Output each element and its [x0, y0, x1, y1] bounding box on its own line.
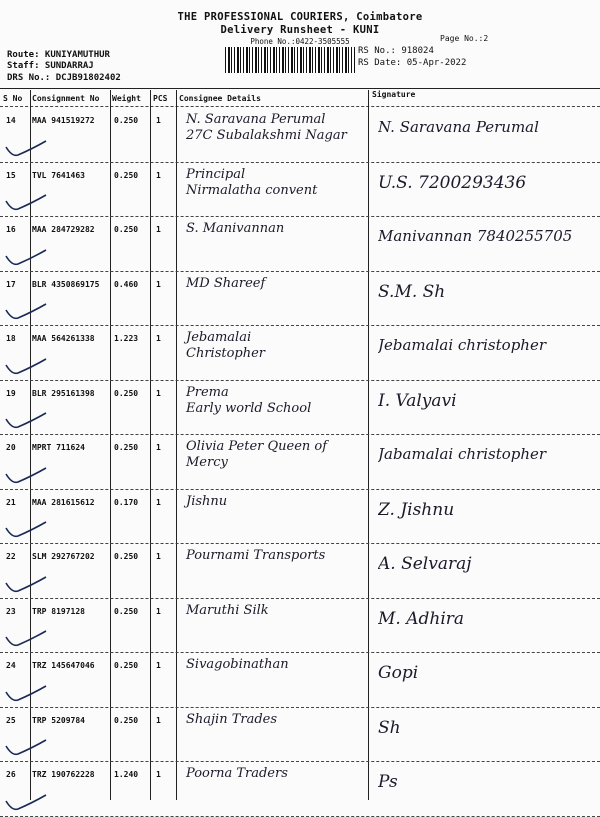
- col-header-signature: Signature: [372, 90, 416, 99]
- check-mark-icon: [4, 193, 48, 213]
- check-mark-icon: [4, 466, 48, 486]
- row-signature: N. Saravana Perumal: [378, 118, 539, 136]
- row-pcs: 1: [156, 497, 161, 507]
- row-consignment: MAA 284729282: [32, 225, 95, 234]
- row-weight: 1.240: [114, 770, 139, 779]
- row-consignee: MD Shareef: [186, 275, 266, 291]
- row-signature: U.S. 7200293436: [378, 172, 527, 193]
- row-consignee: Poorna Traders: [186, 766, 288, 781]
- table-top-border: [0, 88, 600, 89]
- row-consignee: N. Saravana Perumal 27C Subalakshmi Nagar: [186, 112, 347, 143]
- row-weight: 0.250: [114, 170, 139, 180]
- row-signature: A. Selvaraj: [378, 554, 472, 574]
- row-consignee: Principal Nirmalatha convent: [186, 166, 318, 198]
- col-header-consignment: Consignment No: [32, 94, 100, 103]
- row-consignee: Sivagobinathan: [186, 657, 289, 672]
- row-weight: 0.250: [114, 606, 139, 616]
- row-sno: 21: [6, 497, 16, 507]
- row-sno: 18: [6, 334, 16, 343]
- row-weight: 0.460: [114, 279, 139, 289]
- route: Route: KUNIYAMUTHUR: [7, 50, 110, 60]
- row-signature: Z. Jishnu: [378, 499, 455, 520]
- row-weight: 0.250: [114, 225, 139, 234]
- check-mark-icon: [4, 793, 48, 813]
- row-sno: 26: [6, 770, 16, 779]
- check-mark-icon: [4, 302, 48, 322]
- row-consignee: Shajin Trades: [186, 711, 278, 727]
- company-title: THE PROFESSIONAL COURIERS, Coimbatore: [177, 11, 423, 23]
- table-row: [0, 163, 600, 218]
- row-sno: 20: [6, 443, 16, 452]
- row-sno: 23: [6, 606, 16, 616]
- row-signature: Ps: [378, 772, 398, 792]
- row-sno: 19: [6, 388, 16, 398]
- row-signature: Sh: [378, 717, 401, 738]
- row-pcs: 1: [156, 661, 161, 670]
- row-signature: I. Valyavi: [378, 390, 457, 411]
- row-weight: 1.223: [114, 334, 139, 343]
- check-mark-icon: [4, 629, 48, 649]
- check-mark-icon: [4, 738, 48, 758]
- row-sno: 16: [6, 225, 16, 234]
- row-pcs: 1: [156, 170, 161, 180]
- row-consignment: TVL 7641463: [32, 170, 85, 180]
- row-pcs: 1: [156, 606, 161, 616]
- col-header-consignee: Consignee Details: [179, 94, 261, 103]
- row-signature: Jebamalai christopher: [378, 336, 547, 354]
- row-consignee: S. Manivannan: [186, 221, 285, 236]
- row-consignment: BLR 295161398: [32, 388, 95, 398]
- phone-number: Phone No.:0422-3505555: [250, 37, 350, 46]
- col-header-sno: S No: [3, 94, 23, 103]
- row-consignment: TRP 5209784: [32, 715, 85, 725]
- check-mark-icon: [4, 411, 48, 431]
- row-signature: Jabamalai christopher: [378, 445, 547, 463]
- row-pcs: 1: [156, 225, 161, 234]
- row-consignee: Maruthi Silk: [186, 602, 269, 618]
- row-pcs: 1: [156, 116, 161, 125]
- row-pcs: 1: [156, 334, 161, 343]
- row-consignment: TRP 8197128: [32, 606, 85, 616]
- row-signature: M. Adhira: [378, 608, 465, 629]
- staff: Staff: SUNDARRAJ: [7, 61, 94, 71]
- row-consignee: Jebamalai Christopher: [186, 330, 266, 361]
- col-header-weight: Weight: [112, 94, 141, 103]
- check-mark-icon: [4, 684, 48, 704]
- row-sno: 14: [6, 116, 16, 125]
- row-pcs: 1: [156, 715, 161, 725]
- runsheet-subtitle: Delivery Runsheet - KUNI: [220, 24, 380, 36]
- table-row: [0, 108, 600, 163]
- check-mark-icon: [4, 575, 48, 595]
- row-consignee: Prema Early world School: [186, 384, 312, 416]
- row-consignment: SLM 292767202: [32, 552, 95, 561]
- table-row: [0, 381, 600, 436]
- check-mark-icon: [4, 357, 48, 377]
- table-row: [0, 272, 600, 327]
- table-row: [0, 599, 600, 654]
- drs-number: DRS No.: DCJB91802402: [7, 73, 121, 83]
- table-row: [0, 762, 600, 817]
- row-sno: 22: [6, 552, 16, 561]
- row-pcs: 1: [156, 770, 161, 779]
- row-consignee: Olivia Peter Queen of Mercy: [186, 439, 328, 470]
- row-pcs: 1: [156, 388, 161, 398]
- barcode: [225, 47, 355, 73]
- row-weight: 0.250: [114, 116, 139, 125]
- check-mark-icon: [4, 520, 48, 540]
- row-sno: 24: [6, 661, 16, 670]
- table-row: [0, 708, 600, 763]
- row-sno: 25: [6, 715, 16, 725]
- table-row: [0, 435, 600, 490]
- row-consignment: MPRT 711624: [32, 443, 85, 452]
- table-row: [0, 544, 600, 599]
- table-row: [0, 326, 600, 381]
- col-header-pcs: PCS: [153, 94, 168, 103]
- row-consignment: BLR 4350869175: [32, 279, 100, 289]
- row-weight: 0.170: [114, 497, 139, 507]
- row-signature: Gopi: [378, 663, 419, 683]
- table-row: [0, 490, 600, 545]
- table-row: [0, 653, 600, 708]
- row-consignment: TRZ 145647046: [32, 661, 95, 670]
- row-weight: 0.250: [114, 715, 139, 725]
- row-weight: 0.250: [114, 661, 139, 670]
- page-number: Page No.:2: [440, 34, 489, 43]
- row-signature: S.M. Sh: [378, 281, 446, 302]
- row-sno: 17: [6, 279, 16, 289]
- row-weight: 0.250: [114, 443, 139, 452]
- row-consignment: TRZ 190762228: [32, 770, 95, 779]
- row-weight: 0.250: [114, 388, 139, 398]
- rs-number: RS No.: 918024: [358, 46, 434, 56]
- row-sno: 15: [6, 170, 16, 180]
- row-consignment: MAA 941519272: [32, 116, 95, 125]
- row-divider: [0, 816, 600, 817]
- row-weight: 0.250: [114, 552, 139, 561]
- row-pcs: 1: [156, 279, 161, 289]
- header-divider: [0, 106, 600, 107]
- table-row: [0, 217, 600, 272]
- row-pcs: 1: [156, 443, 161, 452]
- row-consignee: Pournami Transports: [186, 548, 326, 563]
- row-consignee: Jishnu: [186, 493, 228, 509]
- row-consignment: MAA 564261338: [32, 334, 95, 343]
- check-mark-icon: [4, 139, 48, 159]
- row-pcs: 1: [156, 552, 161, 561]
- row-consignment: MAA 281615612: [32, 497, 95, 507]
- check-mark-icon: [4, 248, 48, 268]
- rs-date: RS Date: 05-Apr-2022: [358, 58, 467, 68]
- row-signature: Manivannan 7840255705: [378, 227, 573, 245]
